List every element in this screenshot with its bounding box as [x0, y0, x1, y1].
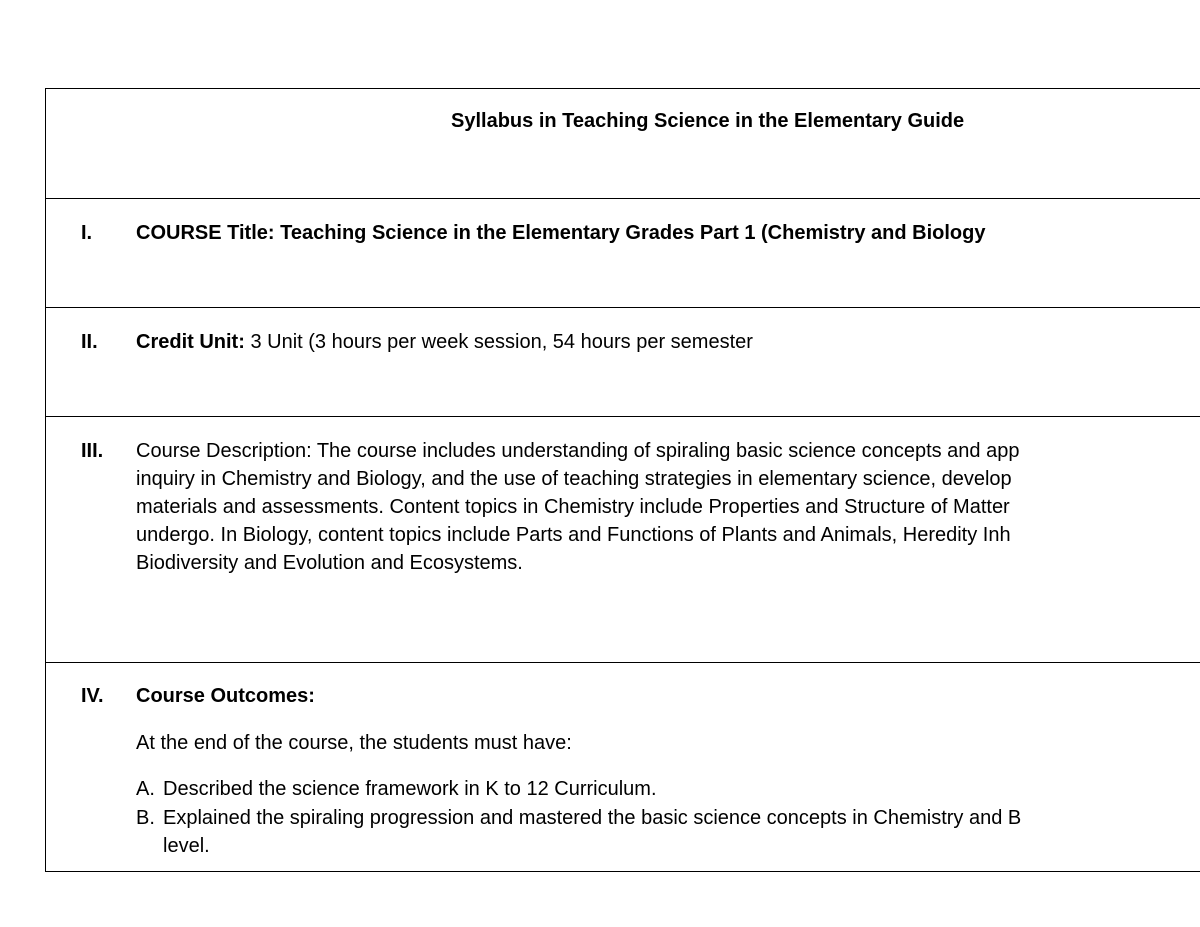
row-divider	[45, 662, 1200, 663]
course-description-line: Course Description: The course includes understanding of spiraling basic science concepts and app	[136, 440, 1020, 462]
row-divider	[45, 307, 1200, 308]
course-outcomes-heading: Course Outcomes:	[136, 685, 315, 707]
outcome-letter: B.	[136, 807, 155, 829]
row-divider	[45, 416, 1200, 417]
credit-unit-value: 3 Unit (3 hours per week session, 54 hours per semester	[244, 331, 753, 353]
document-title: Syllabus in Teaching Science in the Elementary Guide	[451, 110, 965, 132]
course-outcomes-intro: At the end of the course, the students must have:	[136, 732, 572, 754]
course-description-line: undergo. In Biology, content topics include Parts and Functions of Plants and Animals, Heredity Inh	[136, 524, 1011, 546]
course-description-line: materials and assessments. Content topics in Chemistry include Properties and Structure of Matter	[136, 496, 1010, 518]
row-divider	[45, 198, 1200, 199]
credit-unit-label: Credit Unit:	[136, 331, 245, 353]
section-numeral-course-description: III.	[81, 440, 104, 462]
section-numeral-credit-unit: II.	[81, 331, 98, 353]
table-top-border	[45, 88, 1200, 89]
section-numeral-course-title: I.	[81, 222, 93, 244]
section-numeral-course-outcomes: IV.	[81, 685, 104, 707]
course-description-line: inquiry in Chemistry and Biology, and the use of teaching strategies in elementary science, develop	[136, 468, 1012, 490]
table-bottom-border	[45, 871, 1200, 872]
outcome-letter: A.	[136, 778, 155, 800]
outcome-item-text: Explained the spiraling progression and mastered the basic science concepts in Chemistry and B	[163, 807, 1022, 829]
outcome-item-text: Described the science framework in K to 12 Curriculum.	[163, 778, 657, 800]
outcome-item-continuation: level.	[163, 835, 210, 857]
course-description-line: Biodiversity and Evolution and Ecosystems.	[136, 552, 523, 574]
course-title-text: COURSE Title: Teaching Science in the Elementary Grades Part 1 (Chemistry and Biology	[136, 222, 986, 244]
credit-unit-line	[136, 331, 753, 354]
